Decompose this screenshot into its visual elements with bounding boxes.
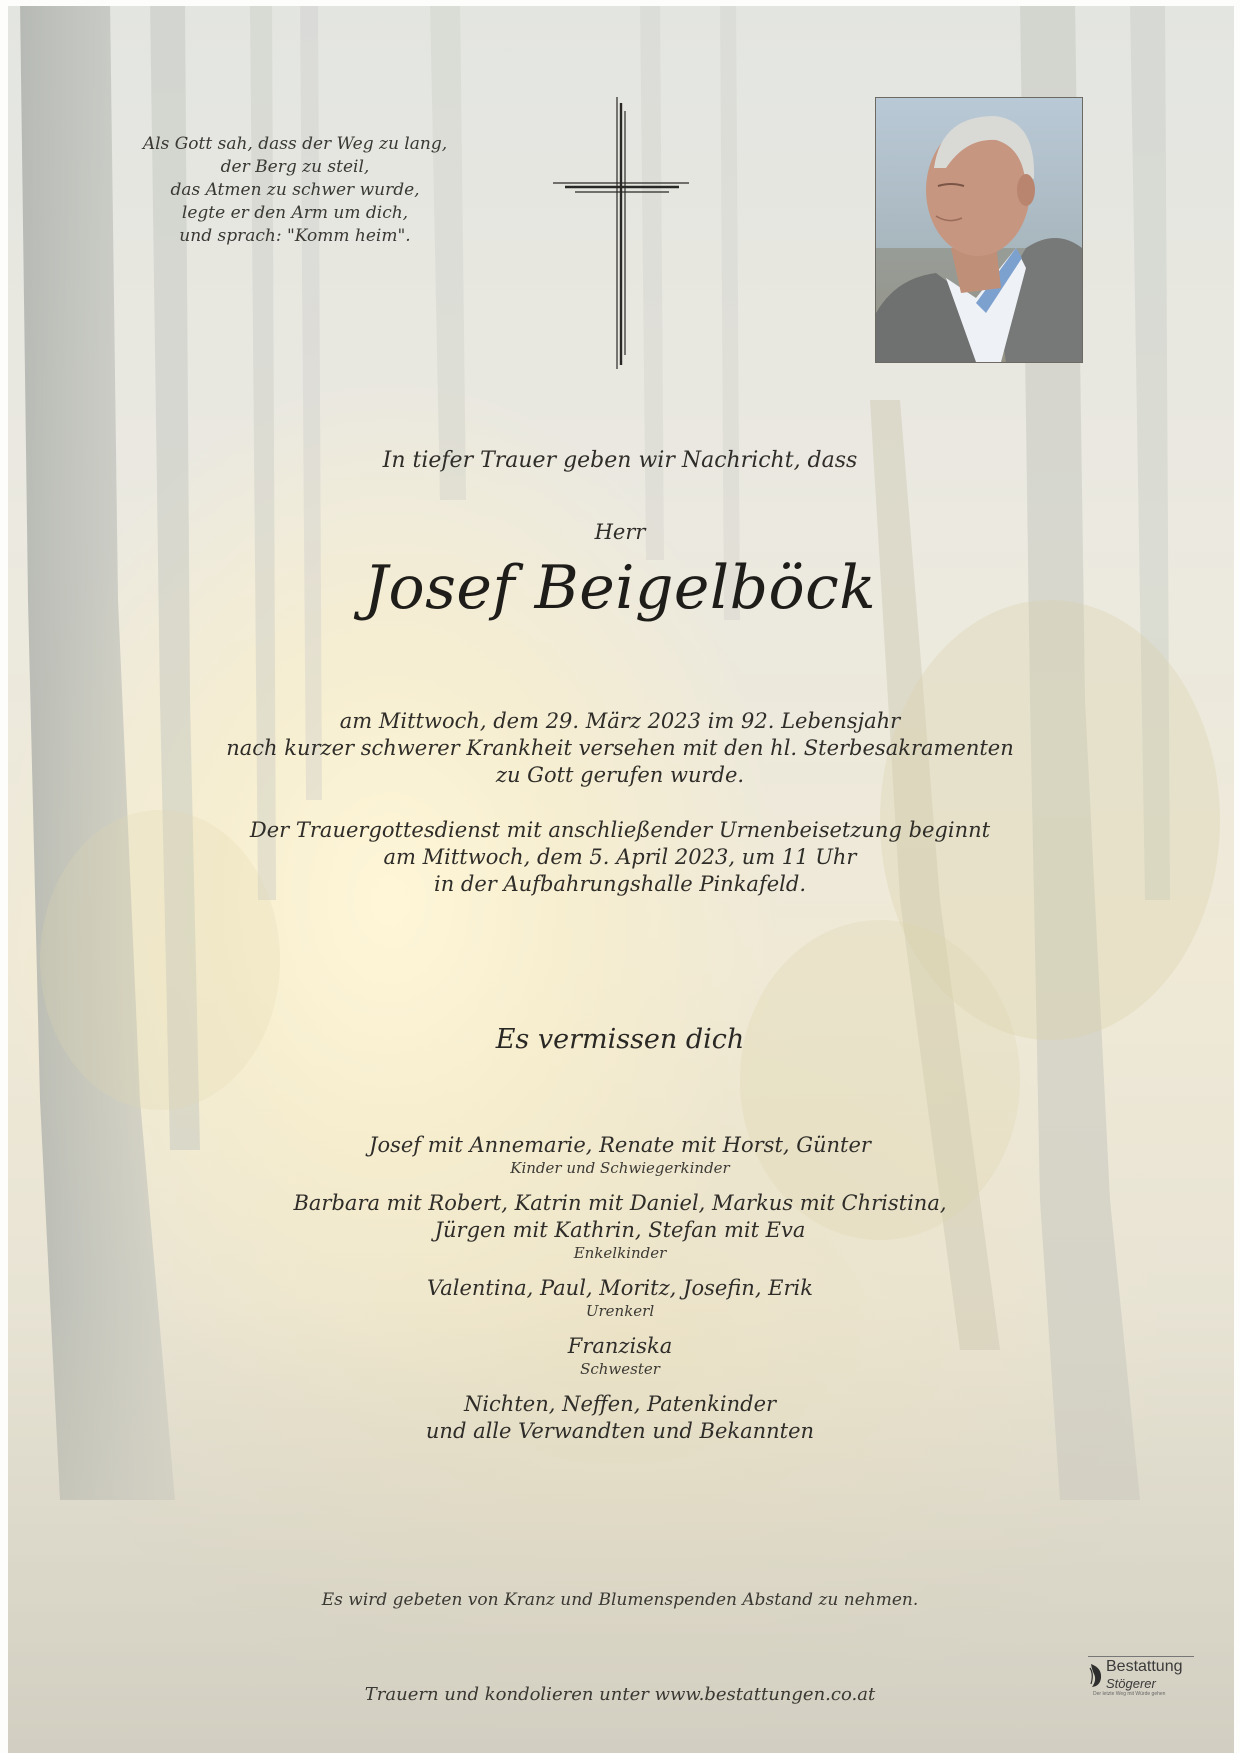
mourner-group-grandchildren	[0, 1190, 1240, 1263]
mourner-names: Valentina, Paul, Moritz, Josefin, Erik	[427, 1276, 813, 1300]
logo-line-1: Bestattung	[1106, 1658, 1183, 1675]
mourner-group-children	[0, 1132, 1240, 1178]
cross-icon	[553, 97, 689, 369]
poem-line: Als Gott sah, dass der Weg zu lang,	[142, 134, 448, 154]
mourner-names: und alle Verwandten und Bekannten	[425, 1419, 815, 1443]
portrait-photo	[875, 97, 1083, 363]
relation-label: Enkelkinder	[573, 1244, 667, 1262]
relation-label: Kinder und Schwiegerkinder	[510, 1159, 730, 1177]
service-line: in der Aufbahrungshalle Pinkafeld.	[434, 872, 806, 896]
logo-line-2: Stögerer	[1106, 1676, 1156, 1691]
poem-line: der Berg zu steil,	[220, 157, 370, 177]
poem-line: das Atmen zu schwer wurde,	[170, 180, 420, 200]
honorific: Herr	[594, 520, 646, 544]
condolence-link: Trauern und kondolieren unter www.bestattungen.co.at	[364, 1684, 876, 1705]
service-line: Der Trauergottesdienst mit anschließender Urnenbeisetzung beginnt	[249, 818, 991, 842]
flower-request: Es wird gebeten von Kranz und Blumenspenden Abstand zu nehmen.	[321, 1590, 919, 1610]
mourner-names: Nichten, Neffen, Patenkinder	[463, 1392, 777, 1416]
death-notice-line: nach kurzer schwerer Krankheit versehen mit den hl. Sterbesakramenten	[226, 736, 1014, 760]
mourners-list	[0, 1132, 1240, 1457]
mourner-names: Josef mit Annemarie, Renate mit Horst, Günter	[369, 1133, 871, 1157]
mourner-group-great-grandchildren	[0, 1275, 1240, 1321]
death-notice	[0, 708, 1240, 789]
mourner-names: Barbara mit Robert, Katrin mit Daniel, Markus mit Christina,	[293, 1191, 947, 1215]
service-info	[0, 817, 1240, 898]
service-line: am Mittwoch, dem 5. April 2023, um 11 Uhr	[383, 845, 857, 869]
mourner-names: Franziska	[567, 1334, 673, 1358]
relation-label: Urenkerl	[585, 1302, 655, 1320]
mourners-heading: Es vermissen dich	[495, 1024, 745, 1055]
leaf-icon	[1088, 1662, 1104, 1688]
intro-text: In tiefer Trauer geben wir Nachricht, dass	[382, 448, 858, 473]
funeral-home-logo	[1088, 1656, 1196, 1700]
logo-tagline: Der letzte Weg mit Würde gehen	[1093, 1691, 1166, 1697]
relation-label: Schwester	[580, 1360, 660, 1378]
death-notice-line: am Mittwoch, dem 29. März 2023 im 92. Lebensjahr	[339, 709, 901, 733]
death-notice-line: zu Gott gerufen wurde.	[495, 763, 745, 787]
poem-line: legte er den Arm um dich,	[181, 203, 409, 223]
poem	[130, 133, 460, 248]
mourner-names: Jürgen mit Kathrin, Stefan mit Eva	[434, 1218, 806, 1242]
poem-line: und sprach: "Komm heim".	[179, 226, 411, 246]
deceased-name: Josef Beigelböck	[363, 553, 877, 623]
mourner-group-relatives	[0, 1391, 1240, 1445]
mourner-group-sister	[0, 1333, 1240, 1379]
